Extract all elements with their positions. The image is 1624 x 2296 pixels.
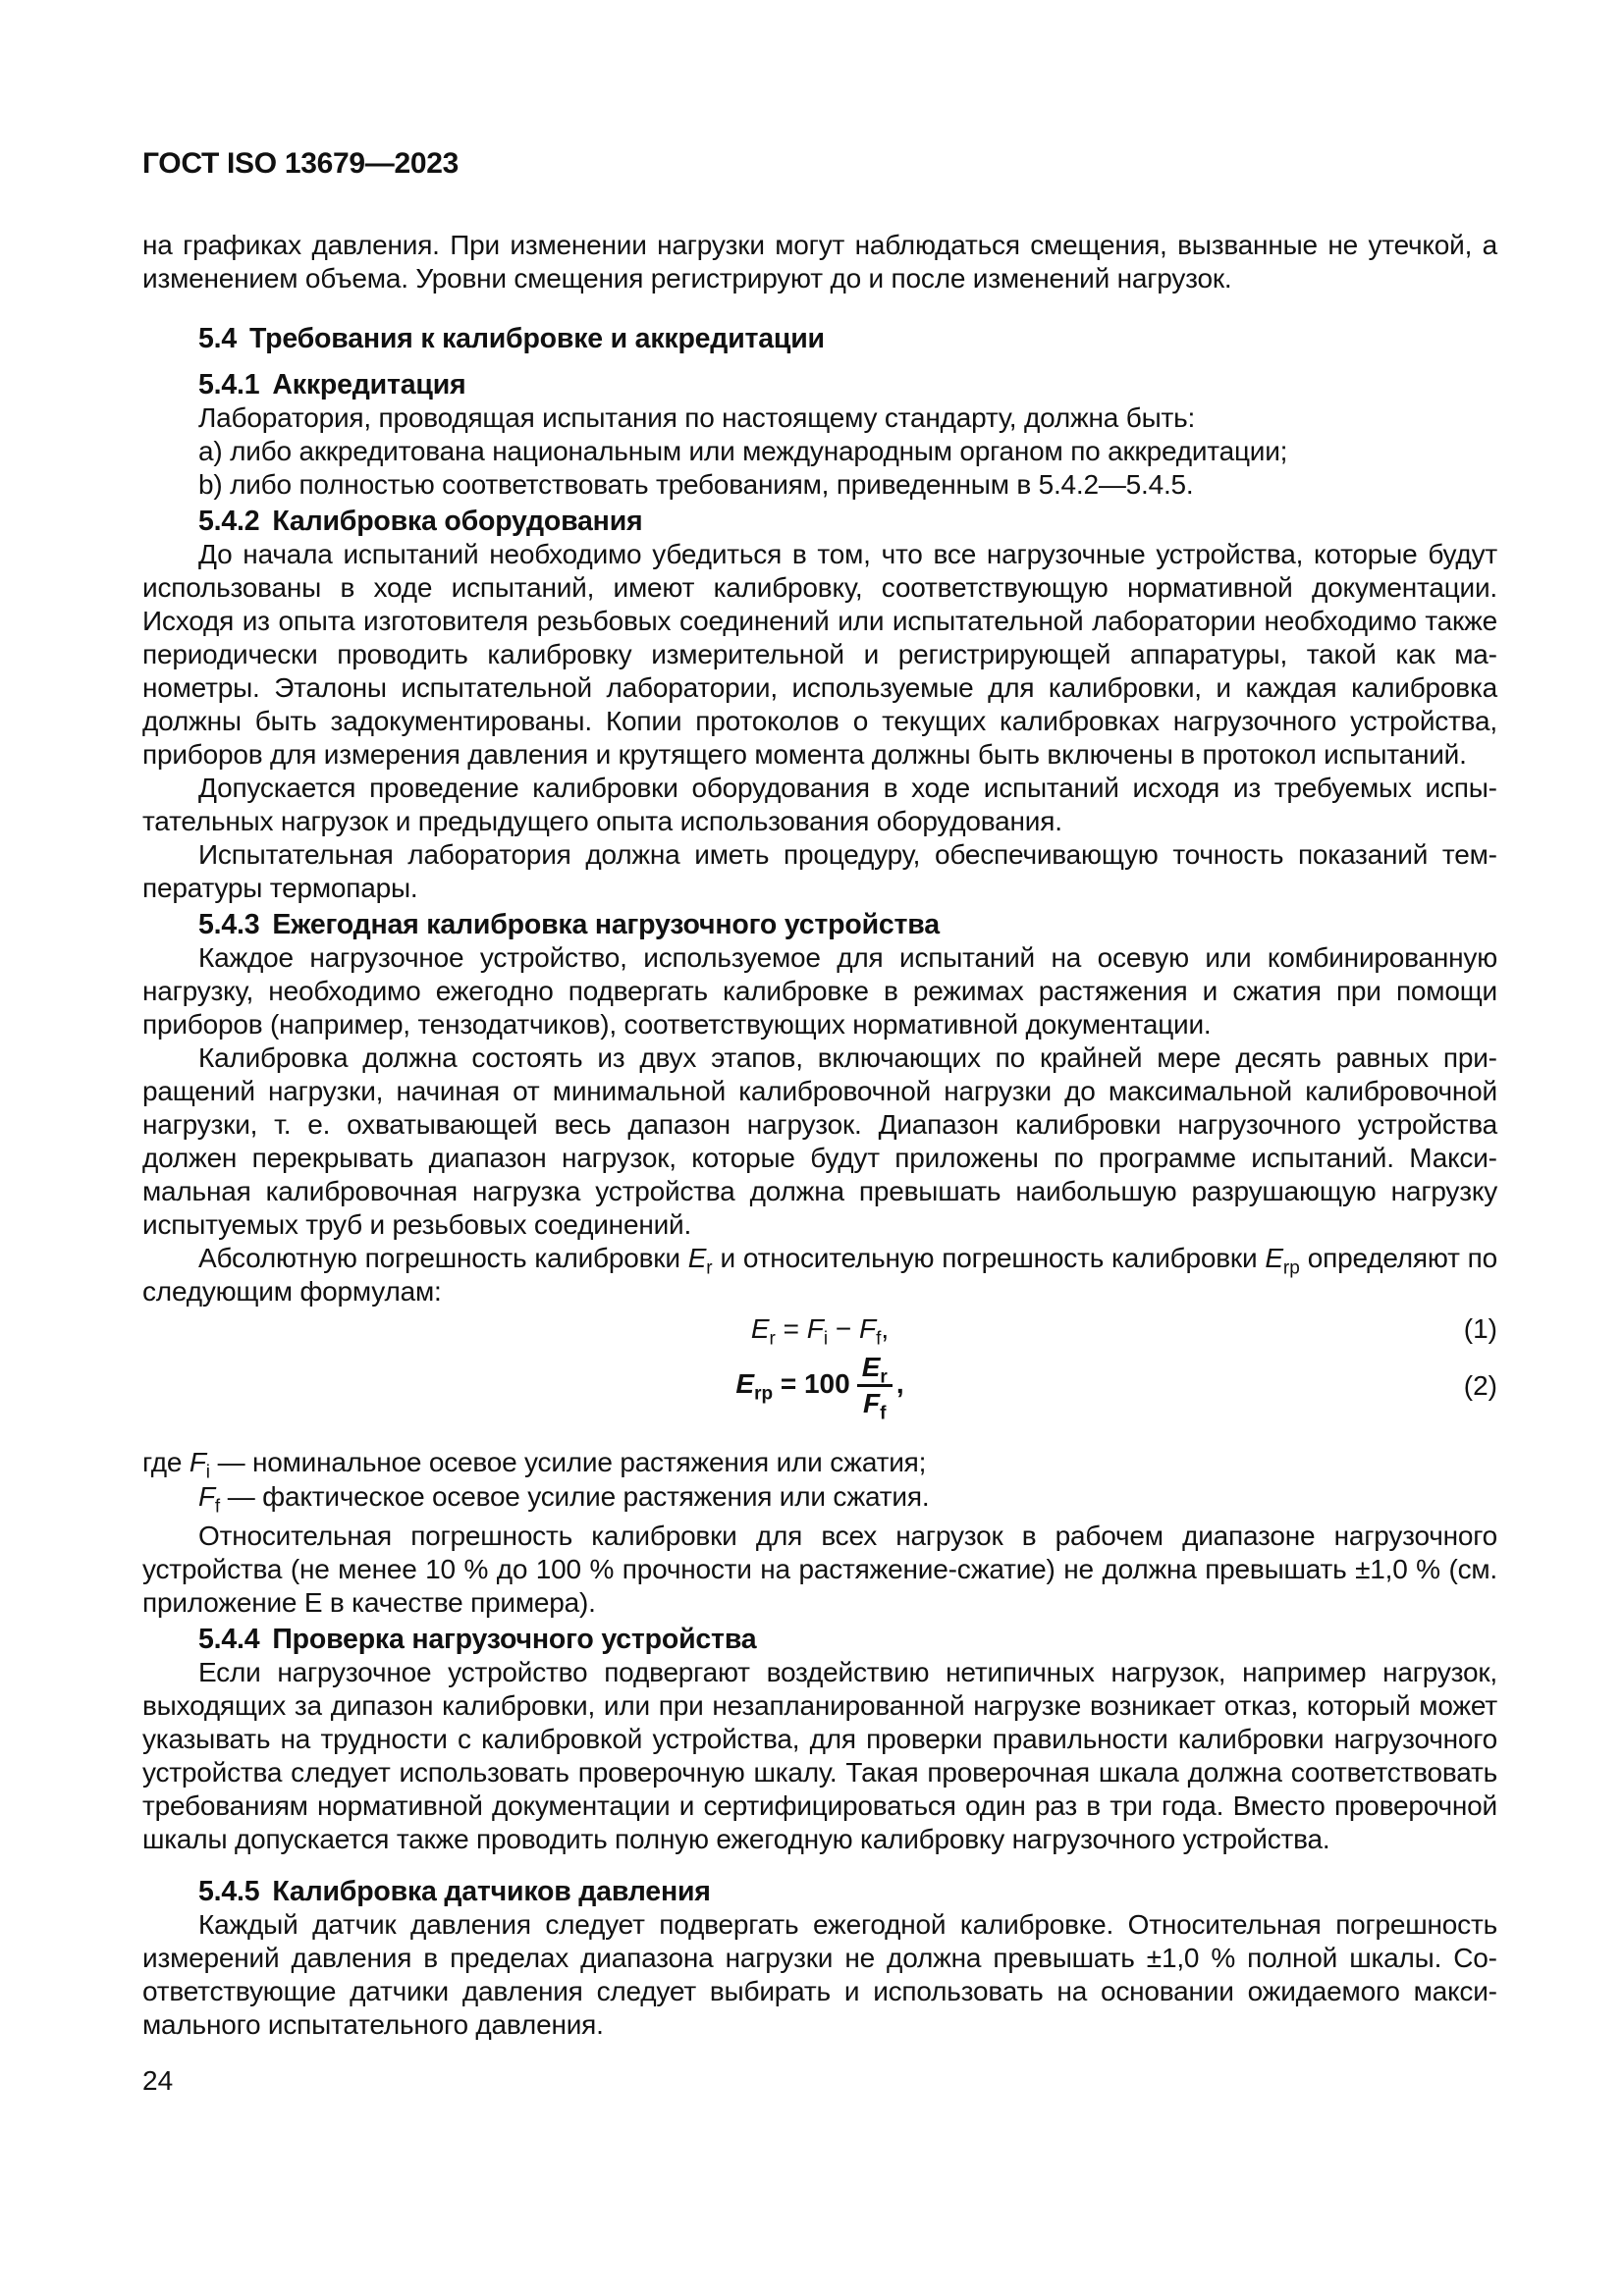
symbol-Erp: E xyxy=(735,1367,755,1399)
section-heading-5-4 xyxy=(142,322,1497,355)
section-heading-5-4-4 xyxy=(142,1623,1497,1656)
subscript: f xyxy=(876,1328,882,1350)
text-run: и относительную погрешность калибровки xyxy=(712,1243,1266,1273)
text-run: определяют по следующим формулам: xyxy=(142,1243,1497,1307)
paragraph-accreditation-lead: Лаборатория, проводящая испытания по настоящему стандарту, должна быть: xyxy=(198,402,1196,433)
section-heading-5-4-3 xyxy=(142,908,1497,941)
formula-2-number: (2) xyxy=(1463,1369,1497,1401)
fraction-denominator xyxy=(857,1387,893,1424)
symbol-Fi: F xyxy=(806,1313,824,1344)
symbol-Er: E xyxy=(861,1352,881,1382)
heading-text: Аккредитация xyxy=(272,369,466,400)
symbol-Ff: F xyxy=(198,1481,215,1512)
symbol-Erp-subscript: rp xyxy=(1282,1257,1300,1279)
definition-Fi xyxy=(142,1445,1497,1483)
symbol-Fi: F xyxy=(189,1447,206,1477)
heading-number: 5.4.4 xyxy=(198,1624,260,1655)
heading-text: Проверка нагрузочного устройства xyxy=(272,1624,757,1655)
subscript: i xyxy=(205,1462,210,1483)
minus-sign: − xyxy=(828,1313,860,1344)
formula-2 xyxy=(142,1352,1497,1424)
paragraph: Калибровка должна состоять из двух этапов, включающих по крайней мере десять равных приращений нагрузки, начиная от минимальной калибровочной нагрузки до максимальной калибровочной нагрузки, т. е. охватывающей весь дапазон нагрузок. Диапазон калибровки нагрузочного устройства должен перекрывать диапазон нагрузок, которые будут приложены по программе испытаний. Максимальная калибровочная нагрузка устройства должна превышать наибольшую разрушающую нагрузку испытуемых труб и резьбовых соединений. xyxy=(142,1042,1497,1240)
formula-2-expression xyxy=(735,1352,904,1424)
list-item-a: a) либо аккредитована национальным или международным органом по аккредитации; xyxy=(198,436,1288,466)
symbol-Er-subscript: r xyxy=(706,1257,713,1279)
heading-text: Ежегодная калибровка нагрузочного устройства xyxy=(272,909,940,940)
paragraph: Относительная погрешность калибровки для всех нагрузок в рабочем диапазоне нагрузочного устройства (не менее 10 % до 100 % прочности на растяжение-сжатие) не должна превышать ±1,0 % (см. приложение Е в качестве примера). xyxy=(142,1521,1497,1618)
paragraph-formula-intro xyxy=(142,1242,1497,1308)
symbol-Erp: E xyxy=(1265,1243,1283,1273)
paragraph: Если нагрузочное устройство подвергают воздействию нетипичных нагрузок, например нагрузок, выходящих за дипазон калибровки, или при незапланированной нагрузке возникает отказ, который может указывать на трудности с калибровкой устройства, для проверки правильности калибровки нагрузочного устройства следует использовать проверочную шкалу. Такая проверочная шкала должна соответствовать требованиям нормативной документации и сертифицироваться один раз в три года. Вместо проверочной шкалы допускается также проводить полную ежегодную калибровку нагрузочного устройства. xyxy=(142,1657,1497,1854)
section-heading-5-4-5 xyxy=(142,1875,1497,1908)
paragraph: До начала испытаний необходимо убедиться в том, что все нагрузочные устройства, которые будут использованы в ходе испытаний, имеют калибровку, соответствующую нормативной документации. Исходя из опыта изготовителя резьбовых соединений или испытательной лаборатории необходимо также периодически проводить калибровку измерительной и регистрирующей аппаратуры, такой как манометры. Эталоны испытательной лаборатории, используемые для калибровки, и каждая калибровка должны быть задокументированы. Копии протоколов о текущих калибровках нагрузочного устройства, приборов для измерения давления и крутящего момента должны быть включены в протокол испытаний. xyxy=(142,539,1497,770)
formula-1-number: (1) xyxy=(1463,1313,1497,1344)
paragraph: Каждое нагрузочное устройство, используемое для испытаний на осевую или комбинированную нагрузку, необходимо ежегодно подвергать калибровке в режимах растяжения и сжатия при помощи приборов (например, тензодатчиков), соответствующих нормативной документации. xyxy=(142,942,1497,1040)
paragraph: Каждый датчик давления следует подвергать ежегодной калибровке. Относительная погрешность измерений давления в пределах диапазона нагрузки не должна превышать ±1,0 % полной шкалы. Соответствующие датчики давления следует выбирать и использовать на основании ожидаемого максимального испытательного давления. xyxy=(142,1909,1497,2040)
heading-text: Требования к калибровке и аккредитации xyxy=(249,323,825,354)
heading-number: 5.4 xyxy=(198,323,238,354)
definition-text: — фактическое осевое усилие растяжения или сжатия. xyxy=(220,1481,930,1512)
definition-Ff xyxy=(142,1479,1497,1518)
heading-text: Калибровка оборудования xyxy=(272,506,643,537)
subscript: r xyxy=(769,1328,776,1350)
subscript: f xyxy=(214,1496,221,1518)
paragraph: Испытательная лаборатория должна иметь процедуру, обеспечивающую точность показаний температуры термопары. xyxy=(142,839,1497,903)
heading-number: 5.4.3 xyxy=(198,909,260,940)
subscript: r xyxy=(880,1366,888,1388)
subscript: rp xyxy=(754,1383,774,1405)
where-word: где xyxy=(142,1447,189,1477)
heading-number: 5.4.5 xyxy=(198,1876,260,1907)
symbol-Er: E xyxy=(687,1243,707,1273)
section-heading-5-4-2 xyxy=(142,505,1497,538)
heading-number: 5.4.1 xyxy=(198,369,260,400)
formula-1-expression xyxy=(750,1313,890,1350)
symbol-Ff: F xyxy=(859,1313,877,1344)
formula-1 xyxy=(142,1312,1497,1350)
text-run: Абсолютную погрешность калибровки xyxy=(198,1243,688,1273)
where-definitions xyxy=(142,1445,1497,1518)
definition-text: — номинальное осевое усилие растяжения или сжатия; xyxy=(210,1447,927,1477)
symbol-Er: E xyxy=(750,1313,770,1344)
running-header: ГОСТ ISO 13679—2023 xyxy=(142,147,460,180)
section-heading-5-4-1 xyxy=(142,368,1497,401)
fraction-numerator xyxy=(857,1352,893,1387)
page-number: 24 xyxy=(142,2065,174,2096)
equals-100: = 100 xyxy=(773,1367,850,1399)
paragraph-continuation: на графиках давления. При изменении нагрузки могут наблюдаться смещения, вызванные не утечкой, а изменением объема. Уровни смещения регистрируют до и после изменений нагрузок. xyxy=(142,230,1497,294)
heading-text: Калибровка датчиков давления xyxy=(272,1876,711,1907)
comma: , xyxy=(881,1313,890,1344)
heading-number: 5.4.2 xyxy=(198,506,260,537)
equals-sign: = xyxy=(775,1313,807,1344)
paragraph: Допускается проведение калибровки оборудования в ходе испытаний исходя из требуемых испытательных нагрузок и предыдущего опыта использования оборудования. xyxy=(142,773,1497,836)
symbol-Ff: F xyxy=(863,1388,881,1418)
comma: , xyxy=(895,1367,904,1399)
list-item-b: b) либо полностью соответствовать требованиям, приведенным в 5.4.2—5.4.5. xyxy=(198,469,1194,500)
subscript: f xyxy=(880,1403,887,1424)
subscript: i xyxy=(823,1328,829,1350)
fraction xyxy=(857,1352,893,1424)
